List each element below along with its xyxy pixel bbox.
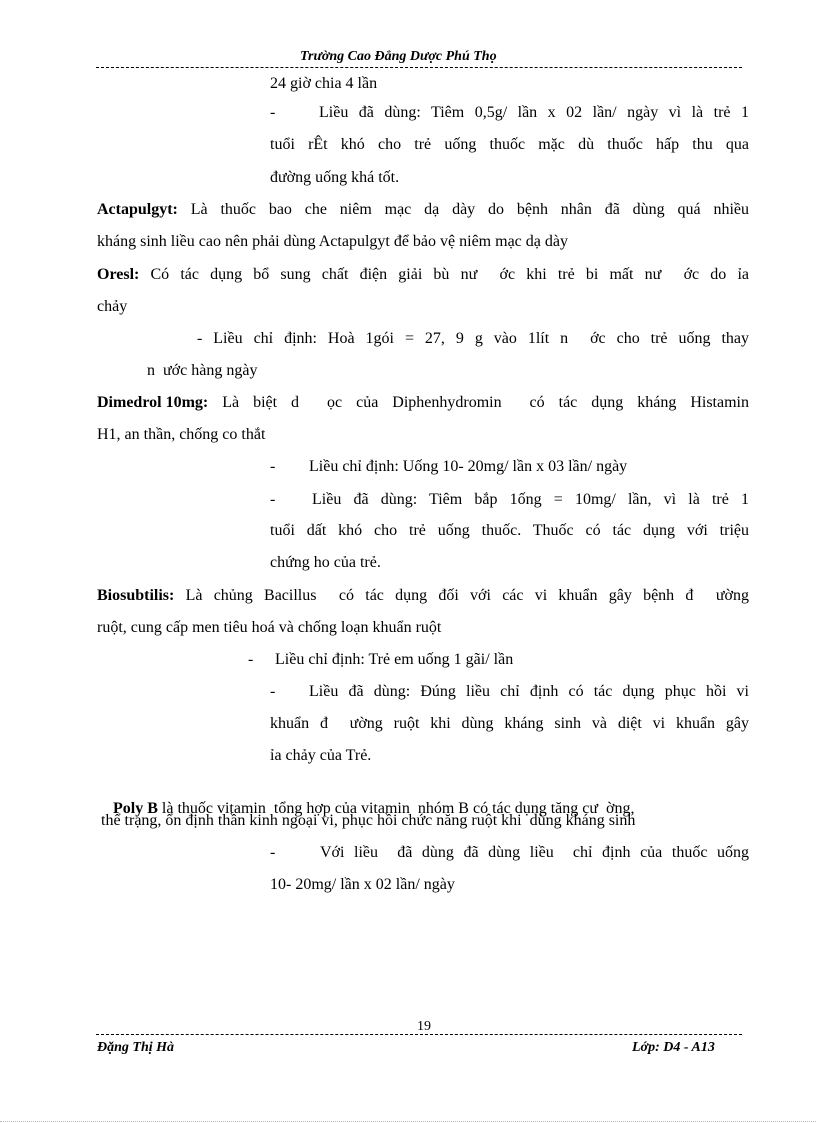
bullet-dash: - — [270, 458, 276, 475]
drug-name-poly-b: Poly B — [113, 800, 158, 817]
text-line: chảy — [97, 298, 128, 315]
text-line: tuổi rÊt khó cho trẻ uống thuốc mặc dù thuốc hấp thu qua — [270, 136, 749, 153]
header-divider — [96, 67, 742, 68]
text-line: kháng sinh liều cao nên phải dùng Actapulgyt để bảo vệ niêm mạc dạ dày — [97, 233, 568, 250]
text-line: thể trạng, ổn định thần kinh ngoại vi, phục hồi chức năng ruột khi dùng kháng sinh — [101, 812, 636, 829]
page-header-title: Trường Cao Đẳng Dược Phú Thọ — [300, 49, 497, 64]
text-line: - Liều chỉ định: Hoà 1gói = 27, 9 g vào 1lít n ớc cho trẻ uống thay — [197, 330, 749, 347]
text-line: 10- 20mg/ lần x 02 lần/ ngày — [270, 876, 455, 893]
text-line: Liều đã dùng: Tiêm bắp 1ống = 10mg/ lần, vì là trẻ 1 — [312, 491, 749, 508]
paragraph-oresl — [97, 265, 749, 285]
footer-divider — [96, 1034, 742, 1035]
text-line: n ước hàng ngày — [147, 362, 258, 379]
text-line: Liều chỉ định: Trẻ em uống 1 gãi/ lần — [275, 651, 514, 668]
text-line: Là thuốc bao che niêm mạc dạ dày do bệnh nhân đã dùng quá nhiều — [177, 201, 749, 218]
text-line: Là chủng Bacillus có tác dụng đối với các vi khuẩn gây bệnh đ ường — [174, 587, 749, 604]
drug-name-oresl: Oresl: — [97, 266, 140, 283]
text-line: chứng ho của trẻ. — [270, 554, 381, 571]
text-line: Là biệt d ọc của Diphenhydromin có tác dụng kháng Histamin — [208, 394, 749, 411]
bullet-dash: - — [270, 491, 276, 508]
text-line: 24 giờ chia 4 lần — [270, 75, 378, 92]
drug-name-actapulgyt: Actapulgyt: — [97, 201, 178, 218]
text-line: Liều đã dùng: Tiêm 0,5g/ lần x 02 lần/ ngày vì là trẻ 1 — [319, 104, 749, 121]
bullet-dash: - — [270, 844, 276, 861]
text-line: Có tác dụng bổ sung chất điện giải bù nư ớc khi trẻ bi mất nư ớc do ỉa — [139, 266, 749, 283]
text-line: Liều đã dùng: Đúng liều chỉ định có tác dụng phục hồi vi — [309, 683, 749, 700]
bullet-dash: - — [248, 651, 254, 668]
text-line: tuổi dất khó cho trẻ uống thuốc. Thuốc có tác dụng với triệu — [270, 522, 749, 539]
footer-class: Lớp: D4 - A13 — [632, 1040, 715, 1055]
page-number: 19 — [417, 1019, 431, 1034]
paragraph-actapulgyt — [97, 200, 749, 220]
text-line: là thuốc vitamin tổng hợp của vitamin nhóm B có tác dụng tăng cư ờng, — [157, 800, 635, 817]
text-line: Với liều đã dùng đã dùng liều chỉ định của thuốc uống — [320, 844, 749, 861]
drug-name-biosubtilis: Biosubtilis: — [97, 587, 175, 604]
paragraph-dimedrol — [97, 393, 749, 413]
bullet-dash: - — [270, 104, 276, 121]
text-line: khuẩn đ ường ruột khi dùng kháng sinh và diệt vi khuẩn gây — [270, 715, 749, 732]
page-edge-dotted-line — [0, 1121, 816, 1122]
bullet-dash: - — [270, 683, 276, 700]
drug-name-dimedrol: Dimedrol 10mg: — [97, 394, 209, 411]
paragraph-biosubtilis — [97, 586, 749, 606]
text-line: ỉa chảy của Trẻ. — [270, 747, 372, 764]
footer-author: Đặng Thị Hà — [97, 1040, 175, 1055]
text-line: đường uống khá tốt. — [270, 169, 400, 186]
text-line: ruột, cung cấp men tiêu hoá và chống loạn khuẩn ruột — [97, 619, 442, 636]
text-line: Liều chỉ định: Uống 10- 20mg/ lần x 03 lần/ ngày — [309, 458, 628, 475]
text-line: H1, an thần, chống co thắt — [97, 426, 266, 443]
